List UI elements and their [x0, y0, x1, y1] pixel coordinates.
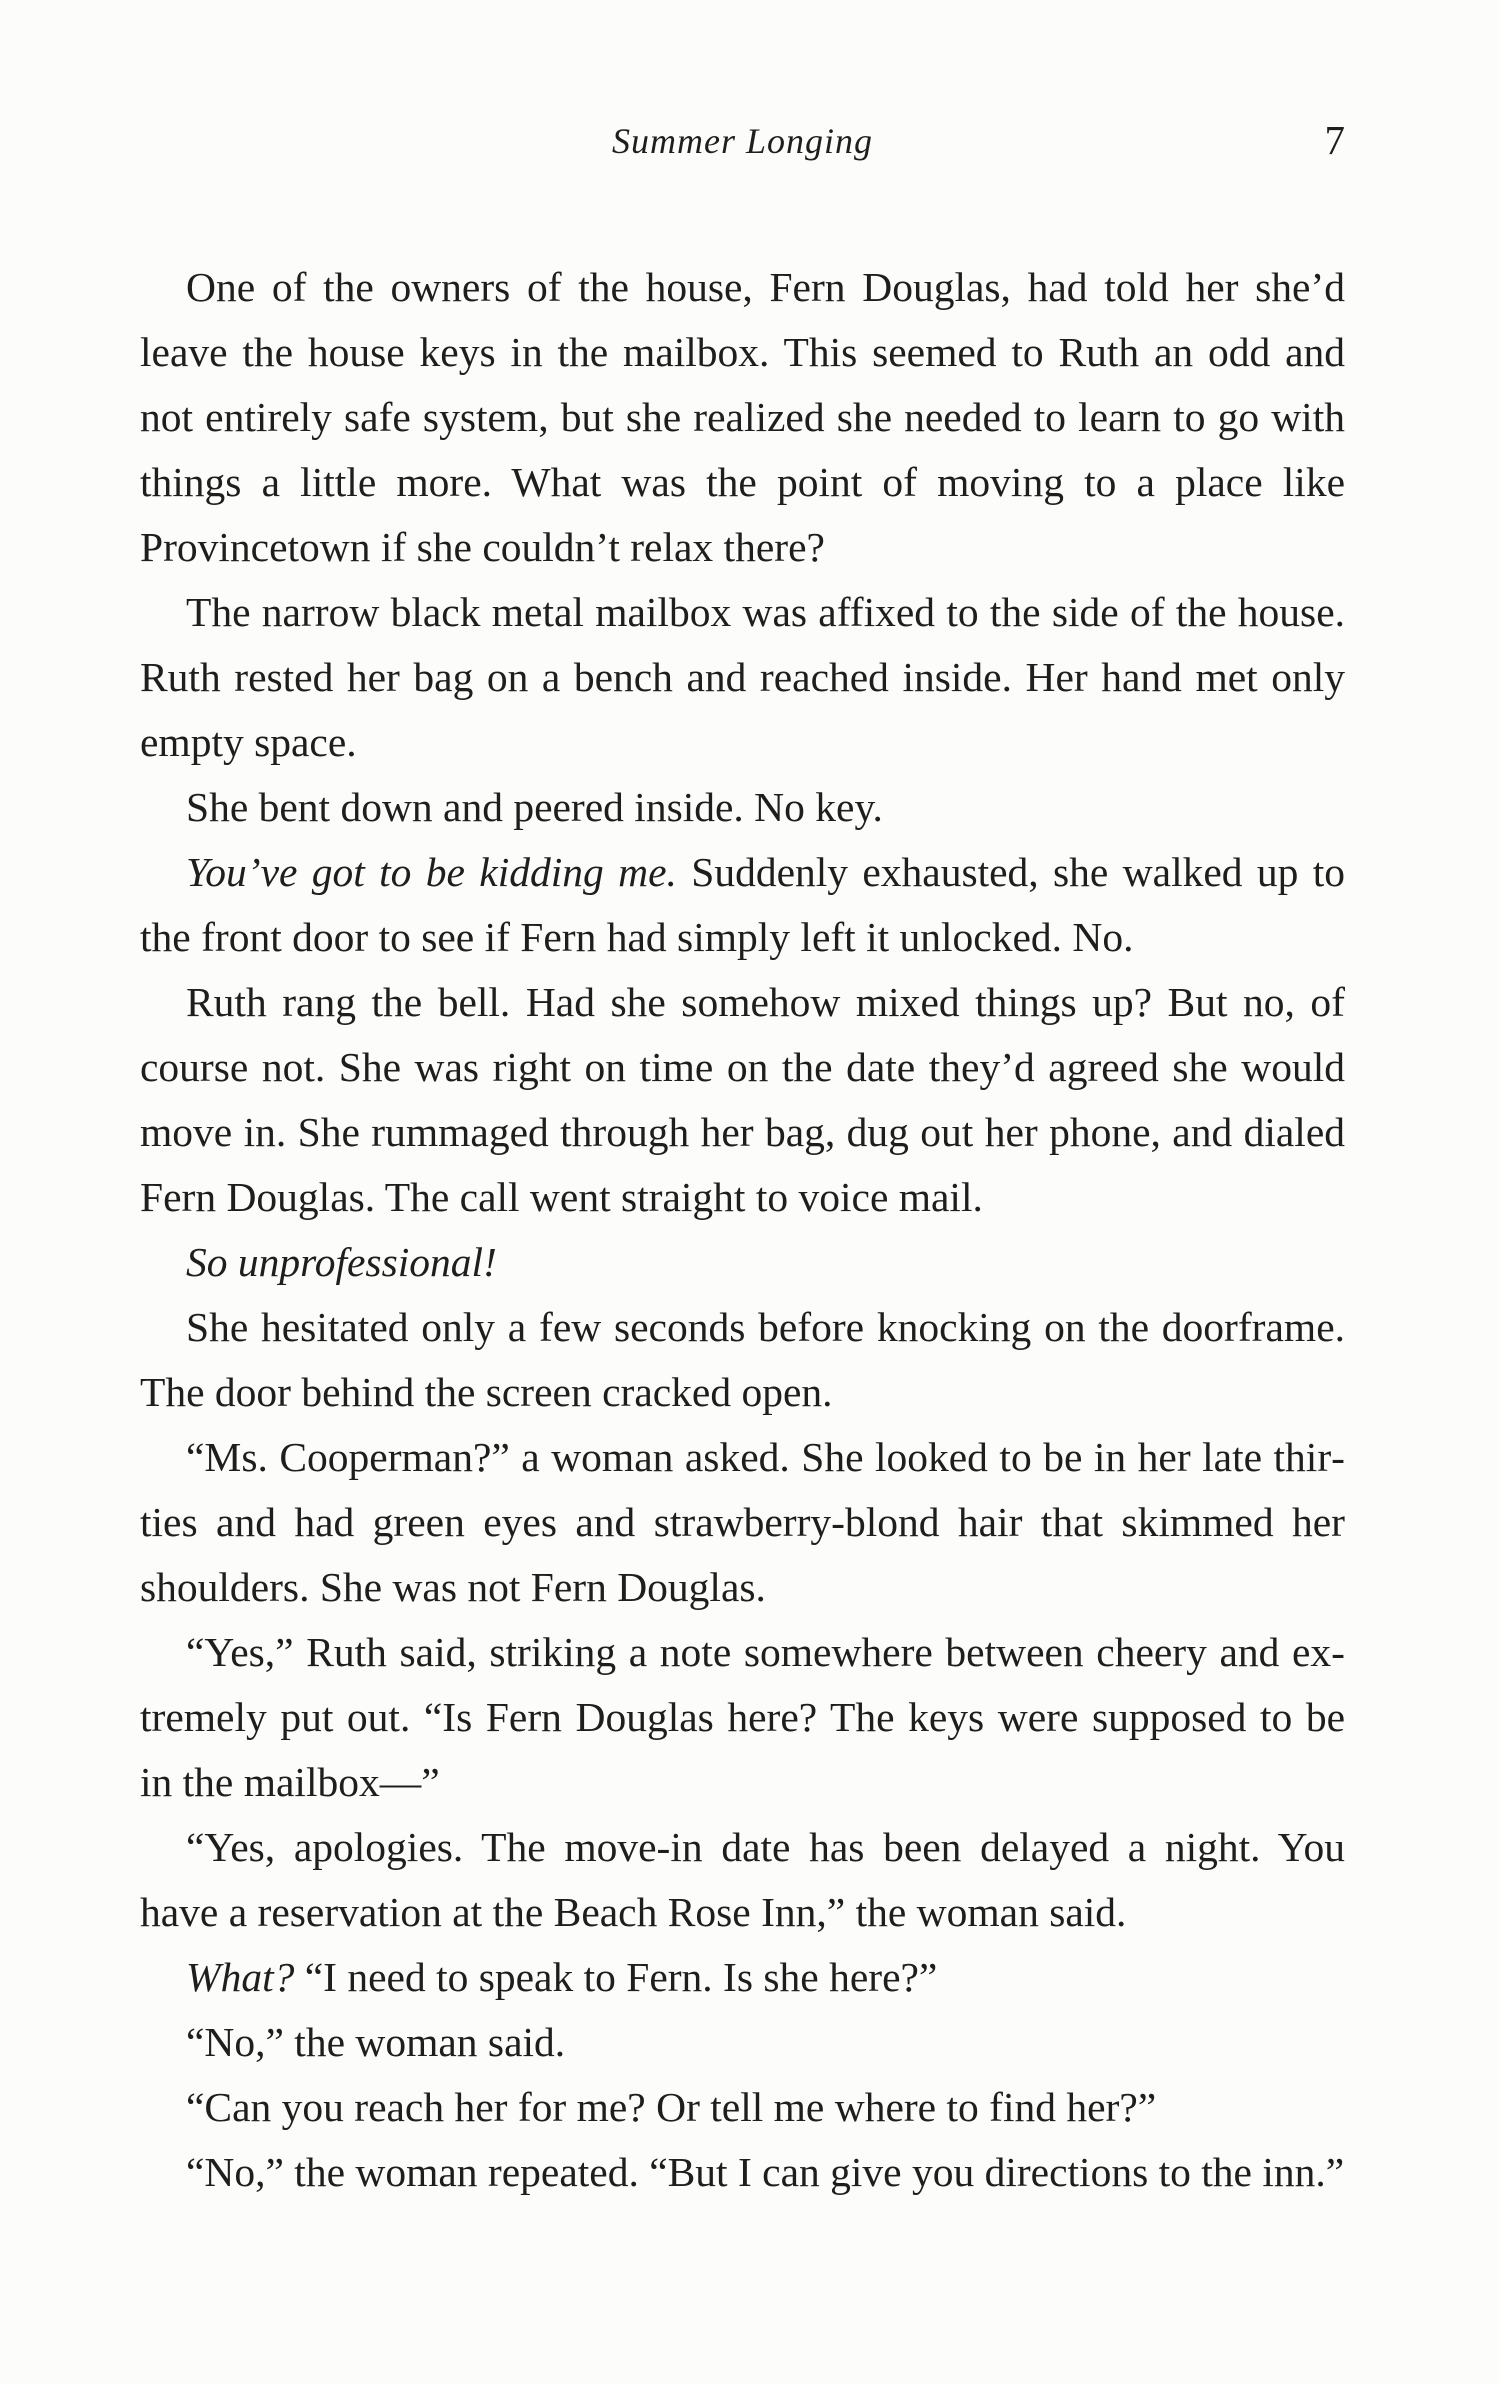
paragraph: One of the owners of the house, Fern Douglas, had told her she’d leave the house keys in the mailbox. This seemed to Ruth an odd and not entirely safe system, but she realized she needed to learn to go with things a little more. What was the point of moving to a place like Provincetown if she couldn’t relax there? [140, 264, 1345, 570]
paragraph: She bent down and peered inside. No key. [186, 784, 883, 830]
italic-thought: What? [186, 1954, 295, 2000]
running-head [140, 112, 1345, 172]
paragraph: “Ms. Cooperman?” a woman asked. She looked to be in her late thirties and had green eyes and strawberry-blond hair that skimmed her shoulders. She was not Fern Douglas. [140, 1434, 1345, 1610]
paragraph: What? “I need to speak to Fern. Is she here?” [186, 1954, 938, 2000]
paragraph [140, 1230, 1345, 1295]
paragraph: You’ve got to be kidding me. Suddenly exhausted, she walked up to the front door to see if Fern had simply left it unlocked. No. [140, 849, 1345, 960]
paragraph: “No,” the woman said. [186, 2019, 566, 2065]
italic-thought: So unprofessional! [186, 1239, 497, 1285]
paragraph: Ruth rang the bell. Had she somehow mixed things up? But no, of course not. She was right on time on the date they’d agreed she would move in. She rummaged through her bag, dug out her phone, and dialed Fern Douglas. The call went straight to voice mail. [140, 979, 1345, 1220]
italic-thought: You’ve got to be kidding me. [186, 849, 677, 895]
paragraph: She hesitated only a few seconds before knocking on the doorframe. The door behind the screen cracked open. [140, 1304, 1345, 1415]
running-title: Summer Longing [611, 121, 873, 161]
paragraph: The narrow black metal mailbox was affixed to the side of the house. Ruth rested her bag on a bench and reached inside. Her hand met only empty space. [140, 589, 1345, 765]
body-text [140, 255, 1345, 2205]
page-number: 7 [1324, 117, 1345, 163]
paragraph: “Yes,” Ruth said, striking a note somewhere between cheery and extremely put out. “Is Fern Douglas here? The keys were supposed to be in the mailbox—” [140, 1629, 1345, 1805]
paragraph: “Yes, apologies. The move-in date has been delayed a night. You have a reservation at the Beach Rose Inn,” the woman said. [140, 1824, 1345, 1935]
paragraph: “Can you reach her for me? Or tell me where to find her?” [186, 2084, 1157, 2130]
paragraph: “No,” the woman repeated. “But I can give you directions to the inn.” [186, 2149, 1345, 2195]
